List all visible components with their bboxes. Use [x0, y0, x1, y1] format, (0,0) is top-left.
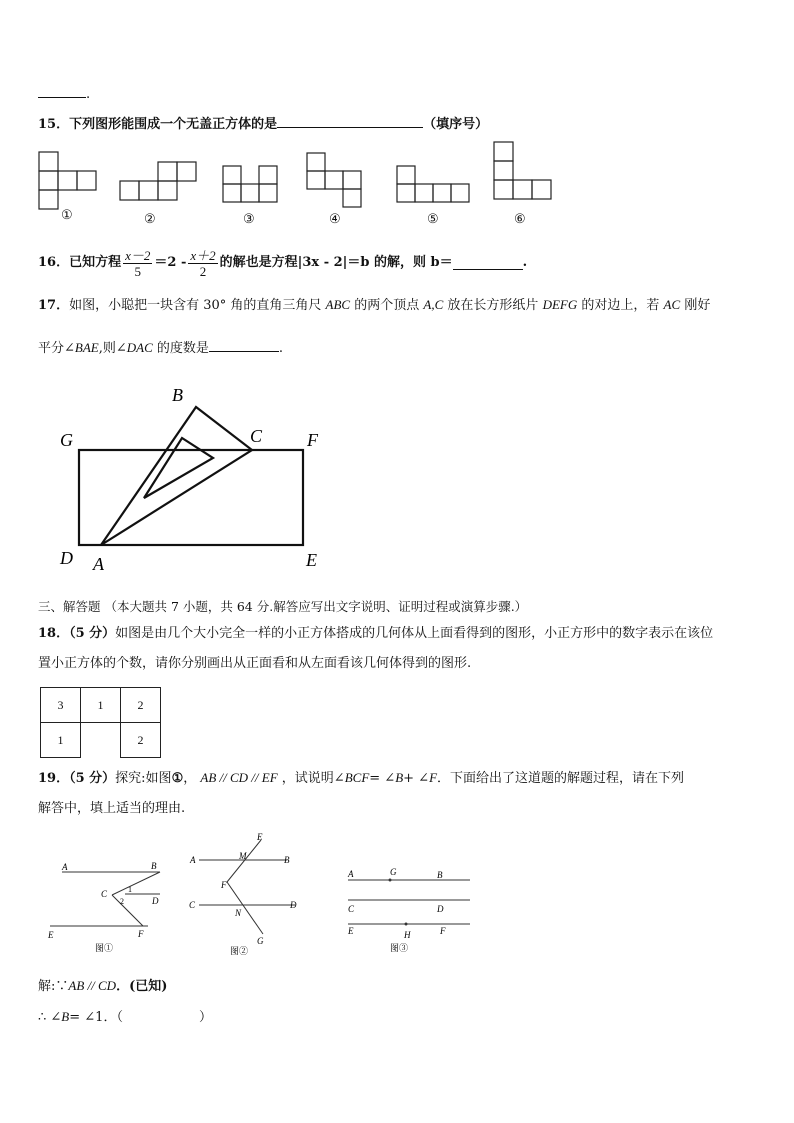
- net-label-3: ③: [243, 212, 255, 227]
- fig2-label-g: G: [257, 936, 264, 946]
- fig2-label-m: M: [239, 851, 247, 861]
- label-f: F: [307, 430, 318, 450]
- net-label-5: ⑤: [427, 212, 439, 227]
- grid-cell: 1: [41, 723, 81, 758]
- fig3-label-a: A: [348, 869, 354, 879]
- fraction-1: $\frac{x-2}{5}$: [125, 247, 151, 279]
- question-17-line-1: 17．如图，小聪把一块含有 30° 角的直角三角尺 ABC 的两个顶点 A,C 放在长方形纸片 DEFG 的对边上，若 AC 刚好: [38, 297, 711, 313]
- fig1-caption: 图①: [95, 943, 114, 953]
- net-label-1: ①: [61, 208, 73, 223]
- point-h: [405, 923, 408, 926]
- fig2-label-a: A: [190, 855, 196, 865]
- fig2-label-b: B: [284, 855, 290, 865]
- fig2-label-f: F: [221, 880, 227, 890]
- fig3-label-f: F: [440, 926, 446, 936]
- fig3-label-e: E: [348, 926, 354, 936]
- fig1-label-d: D: [152, 896, 159, 906]
- question-16: 16． 已知方程 $\frac{x-2}{5}$ ＝2 - $\frac{x+2}{2}$ 的解也是方程|3x - 2|＝b 的解，则 b＝ .: [38, 247, 528, 279]
- label-e: E: [306, 550, 317, 570]
- fig3-label-c: C: [348, 904, 355, 914]
- fig3-caption: 图③: [390, 943, 409, 953]
- question-19-line-1: 19．（5 分）探究:如图①， AB // CD // EF ，试说明∠BCF= ∠B+ ∠F．下面给出了这道题的解题过程，请在下列: [38, 770, 685, 786]
- fig1-label-b: B: [151, 861, 157, 871]
- section-3-heading: 三、解答题 （本大题共 7 小题，共 64 分.解答应写出文字说明、证明过程或演算步骤.）: [38, 599, 528, 614]
- fig1-label-e: E: [48, 930, 54, 940]
- fig3-label-d: D: [437, 904, 444, 914]
- q18-top-view-grid: [40, 687, 161, 758]
- grid-cell: 2: [121, 723, 161, 758]
- solution-line-2: ∴ ∠B= ∠1．（ ）: [38, 1009, 212, 1025]
- answer-blank: [453, 256, 523, 270]
- net-label-2: ②: [144, 212, 156, 227]
- point-g: [389, 879, 392, 882]
- label-a: A: [93, 554, 104, 574]
- grid-cell: 3: [41, 688, 81, 723]
- q17-figure: [52, 378, 342, 578]
- label-d: D: [60, 548, 73, 568]
- net-label-4: ④: [329, 212, 341, 227]
- q19-figure-1: [40, 850, 180, 960]
- label-g: G: [60, 430, 73, 450]
- fig2-caption: 图②: [230, 946, 249, 956]
- q19-figure-3: [340, 860, 475, 960]
- fig2-label-e: E: [257, 832, 263, 842]
- fig3-label-b: B: [437, 870, 443, 880]
- question-18-line-2: 置小正方体的个数，请你分别画出从正面看和从左面看该几何体得到的图形.: [38, 656, 472, 671]
- fig1-label-c: C: [101, 889, 108, 899]
- grid-cell: 1: [81, 688, 121, 723]
- rectangle-defg: [79, 450, 303, 545]
- question-17-line-2: 平分∠BAE,则∠DAC 的度数是 .: [38, 340, 284, 356]
- label-b: B: [172, 385, 183, 405]
- cube-nets-figure: [30, 138, 570, 234]
- triangle-outer: [101, 407, 252, 545]
- solution-line-1: 解:∵AB // CD．(已知): [38, 978, 168, 994]
- fig1-label-1: 1: [128, 885, 132, 894]
- answer-blank: [209, 338, 279, 352]
- grid-cell: 2: [121, 688, 161, 723]
- question-19-line-2: 解答中，填上适当的理由.: [38, 801, 186, 816]
- net-label-6: ⑥: [514, 212, 526, 227]
- fig2-label-n: N: [235, 908, 242, 918]
- fraction-2: $\frac{x+2}{2}$: [190, 247, 216, 279]
- fig3-label-h: H: [404, 930, 411, 940]
- question-18-line-1: 18．（5 分）如图是由几个大小完全一样的小正方体搭成的几何体从上面看得到的图形，小正方形中的数字表示在该位: [38, 626, 714, 641]
- fig1-label-f: F: [138, 929, 144, 939]
- question-15: 15．下列图形能围成一个无盖正方体的是 （填序号）: [38, 114, 488, 134]
- answer-blank: [277, 114, 423, 128]
- top-fragment: .: [38, 84, 90, 104]
- fig1-label-2: 2: [120, 897, 124, 906]
- fig3-label-g: G: [390, 867, 397, 877]
- fig2-label-d: D: [290, 900, 297, 910]
- answer-blank: [38, 84, 86, 98]
- grid-cell-empty: [81, 723, 121, 758]
- label-c: C: [250, 426, 263, 446]
- fig1-label-a: A: [62, 862, 68, 872]
- q19-figure-2: [185, 830, 310, 960]
- fig2-label-c: C: [189, 900, 196, 910]
